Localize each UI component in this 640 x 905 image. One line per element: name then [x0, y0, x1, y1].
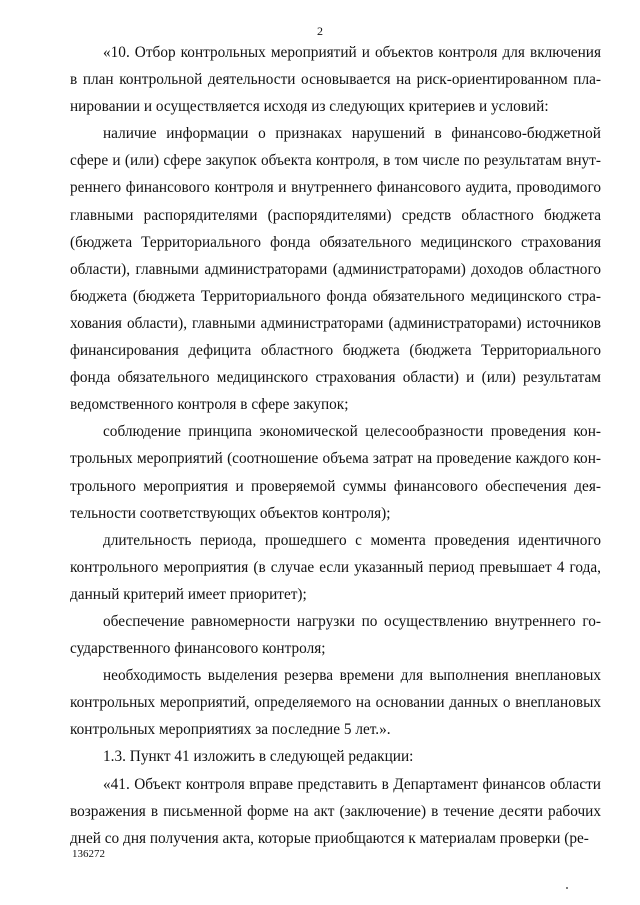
paragraph-item-1-3: 1.3. Пункт 41 изложить в следующей редакции: — [103, 748, 414, 766]
paragraph-10-selection-criteria: «10. Отбор контрольных мероприятий и объектов контроля для включения в план контрольной деятельности основывается на риск-ориентированном планировании и осуществляется исходя из следующих критериев и условий: — [70, 44, 601, 116]
paragraph-criterion-load-uniformity: обеспечение равномерности нагрузки по осуществлению внутреннего государственного финансового контроля; — [70, 612, 601, 658]
scan-speck — [566, 887, 568, 889]
paragraph-criterion-period-duration: длительность периода, прошедшего с момента проведения идентичного контрольного мероприятия (в случае если указанный период превышает 4 года, данный критерий имеет приоритет); — [70, 531, 601, 603]
paragraph-criterion-economic-expediency: соблюдение принципа экономической целесообразности проведения контрольных мероприятий (соотношение объема затрат на проведение каждого контрольного мероприятия и проверяемой суммы финансового обеспечения деятельности соответствующих объектов контроля); — [70, 423, 601, 522]
paragraph-41-objections: «41. Объект контроля вправе представить в Департамент финансов области возражения в письменной форме на акт (заключение) в течение десяти рабочих дней со дня получения акта, которые приобщаются к материалам проверки (ре- — [70, 775, 601, 847]
paragraph-criterion-violations-info: наличие информации о признаках нарушений в финансово-бюджетной сфере и (или) сфере закупок объекта контроля, в том числе по результатам внутреннего финансового контроля и внутреннего финансового аудита, проводимого главными распорядителями (распорядителями) средств областного бюджета (бюджета Территориального фонда обязательного медицинского страхования области), главными администраторами (администраторами) доходов областного бюджета (бюджета Территориального фонда обязательного медицинского страхования области), главными администраторами (администраторами) источников финансирования дефицита областного бюджета (бюджета Территориального фонда обязательного медицинского страхования области) и (или) результатам ведомственного контроля в сфере закупок; — [70, 125, 601, 414]
paragraph-criterion-time-reserve: необходимость выделения резерва времени для выполнения внеплановых контрольных мероприятий, определяемого на основании данных о внеплановых контрольных мероприятиях за последние 5 лет.». — [70, 667, 601, 739]
document-body — [70, 39, 601, 852]
document-code: 136272 — [72, 848, 105, 860]
page-number: 2 — [317, 24, 323, 38]
